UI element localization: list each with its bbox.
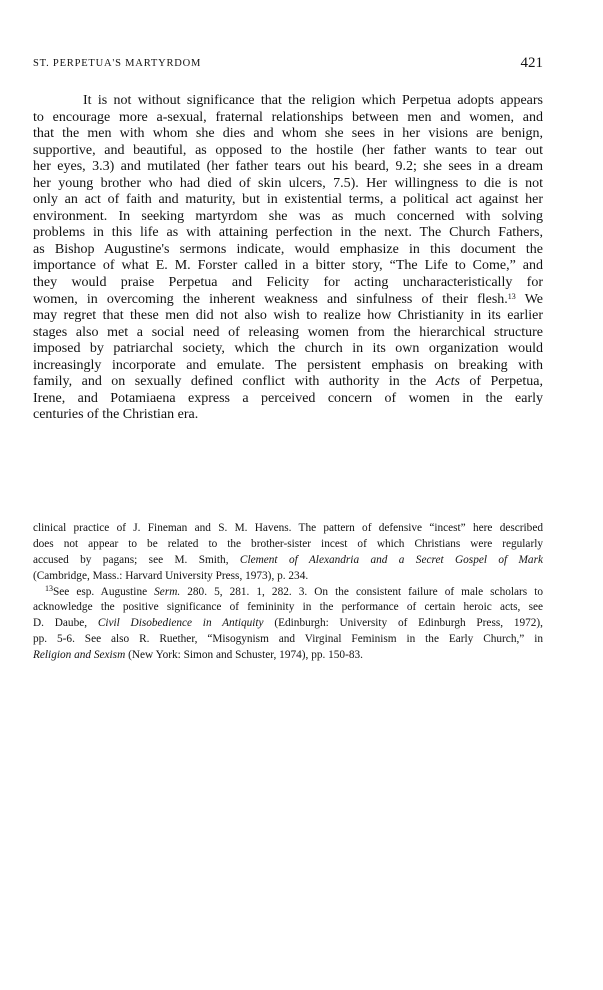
footnote-line <box>33 585 543 601</box>
footnotes <box>33 521 543 664</box>
body-line: may regret that these men did not also wish to realize how Christianity in its earlier <box>33 308 543 324</box>
body-line: her eyes, 3.3) and mutilated (her father tears out his beard, 9.2; she sees in a dream <box>33 159 543 175</box>
body-line: imposed by patriarchal society, which the church in its own organization would <box>33 341 543 357</box>
running-head <box>33 55 543 75</box>
page-number: 421 <box>520 55 543 71</box>
body-line: centuries of the Christian era. <box>33 407 199 423</box>
footnote-line <box>33 553 543 569</box>
footnote-line: (Cambridge, Mass.: Harvard University Press, 1973), p. 234. <box>33 569 309 582</box>
footnote-text-run: (Edinburgh: University of Edinburgh Press, 1972), <box>263 617 543 630</box>
body-line: environment. In seeking martyrdom she was as much concerned with solving <box>33 208 543 224</box>
body-line <box>33 292 543 309</box>
footnote-line: does not appear to be related to the brother-sister incest of which Christians were regularly <box>33 537 543 550</box>
body-line: problems in this life as with attaining perfection in the next. The Church Fathers, <box>33 225 543 241</box>
body-line <box>33 374 543 391</box>
body-text-run: We <box>515 291 543 307</box>
footnote-number-13: 13 <box>45 584 53 593</box>
footnote-ref-13[interactable]: 13 <box>507 291 516 301</box>
body-text <box>33 93 543 424</box>
body-line: they would praise Perpetua and Felicity for acting uncharacteristically for <box>33 275 543 291</box>
body-line: importance of what E. M. Forster called in a bitter story, “The Life to Come,” and <box>33 258 543 274</box>
body-line: to encourage more a-sexual, fraternal relationships between men and women, and <box>33 109 543 125</box>
body-line: only an act of faith and maturity, but in existential terms, a political act against her <box>33 192 543 208</box>
footnote-line <box>33 648 543 664</box>
body-line: increasingly incorporate and emulate. The persistent emphasis on breaking with <box>33 357 543 373</box>
italic-title-civil-disobedience: Civil Disobedience in Antiquity <box>97 617 264 630</box>
footnote-text-run: See esp. Augustine <box>53 585 155 598</box>
italic-title-acts: Acts <box>435 374 460 390</box>
body-text-run: family, and on sexually defined conflict with authority in the <box>33 374 436 390</box>
footnote-text-run: 280. 5, 281. 1, 282. 3. On the consistent failure of male scholars to <box>180 585 543 598</box>
body-line: her young brother who had died of skin ulcers, 7.5). Her willingness to die is not <box>33 175 543 191</box>
body-line: stages also met a social need of releasing women from the hierarchical structure <box>33 324 543 340</box>
body-line: It is not without significance that the religion which Perpetua adopts appears <box>83 93 543 108</box>
body-line: as Bishop Augustine's sermons indicate, would emphasize in this document the <box>33 241 543 257</box>
footnote-line: clinical practice of J. Fineman and S. M. Havens. The pattern of defensive “incest” here described <box>33 522 543 534</box>
body-line: that the men with whom she dies and whom she sees in her visions are benign, <box>33 126 543 142</box>
footnote-text-run: D. Daube, <box>33 617 98 630</box>
body-text-run: of Perpetua, <box>459 374 543 390</box>
body-text-run: women, in overcoming the inherent weakness and sinfulness of their flesh. <box>33 291 508 307</box>
running-title: ST. PERPETUA'S MARTYRDOM <box>33 58 202 69</box>
footnote-line <box>33 616 543 632</box>
footnote-text-run: (New York: Simon and Schuster, 1974), pp. 150-83. <box>125 649 363 662</box>
footnote-line: acknowledge the positive significance of femininity in the performance of certain heroic acts, see <box>33 601 543 614</box>
body-line: Irene, and Potamiaena express a perceived concern of women in the early <box>33 390 543 406</box>
footnote-text-run: accused by pagans; see M. Smith, <box>33 553 240 566</box>
italic-abbrev-serm: Serm. <box>154 585 181 598</box>
body-line: supportive, and beautiful, as opposed to the hostile (her father wants to tear out <box>33 142 543 158</box>
italic-title-clement: Clement of Alexandria and a Secret Gospel of Mark <box>239 553 543 566</box>
footnote-line: pp. 5-6. See also R. Ruether, “Misogynism and Virginal Feminism in the Early Church,” in <box>33 633 543 646</box>
italic-title-religion-sexism: Religion and Sexism <box>33 649 126 662</box>
